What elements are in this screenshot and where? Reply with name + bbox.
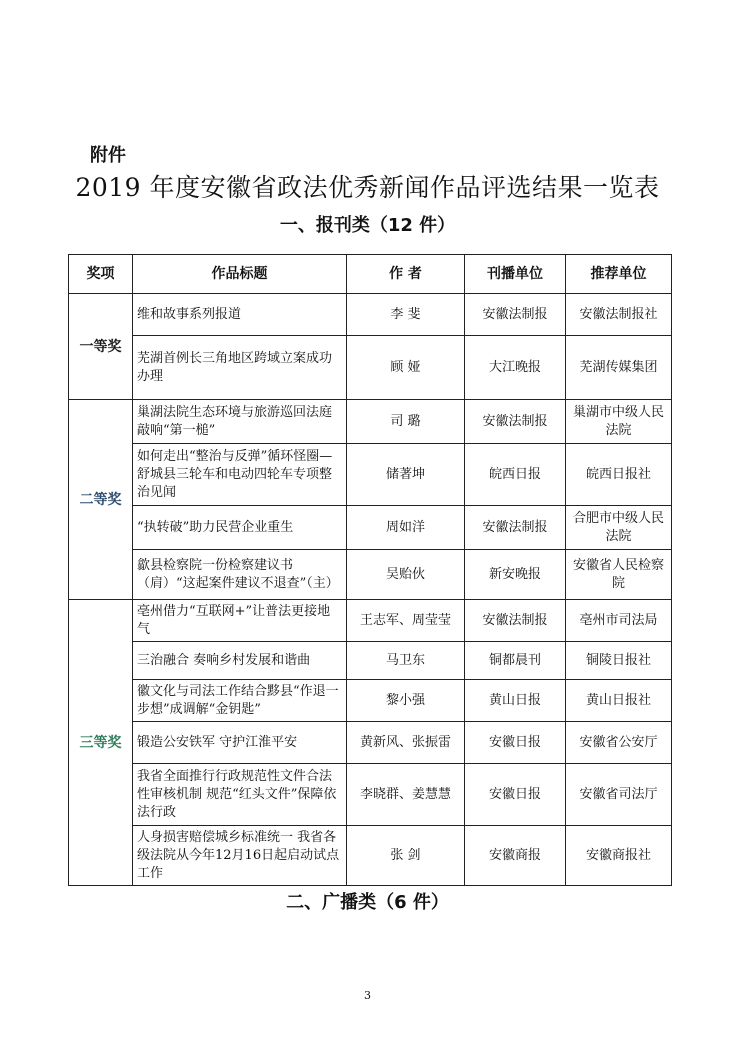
recommender: 安徽省司法厅: [566, 764, 672, 826]
recommender: 安徽省公安厅: [566, 722, 672, 764]
table-row: [69, 294, 672, 336]
recommender: 黄山日报社: [566, 680, 672, 722]
author: 王志军、周莹莹: [347, 600, 465, 642]
header-publisher: 刊播单位: [465, 255, 566, 294]
publisher: 铜都晨刊: [465, 642, 566, 680]
publisher: 安徽日报: [465, 722, 566, 764]
attachment-label: 附件: [90, 145, 126, 166]
work-title: “执转破”助力民营企业重生: [133, 506, 347, 550]
award-third: 三等奖: [69, 600, 133, 886]
publisher: 安徽法制报: [465, 506, 566, 550]
work-title: 人身损害赔偿城乡标准统一 我省各级法院从今年12月16日起启动试点工作: [133, 826, 347, 886]
table-row: [69, 336, 672, 400]
work-title: 芜湖首例长三角地区跨域立案成功办理: [133, 336, 347, 400]
table-row: [69, 400, 672, 444]
recommender: 皖西日报社: [566, 444, 672, 506]
table-row: [69, 444, 672, 506]
table-row: [69, 764, 672, 826]
author: 顾 娅: [347, 336, 465, 400]
work-title: 亳州借力“互联网+”让普法更接地气: [133, 600, 347, 642]
recommender: 芜湖传媒集团: [566, 336, 672, 400]
author: 李晓群、姜慧慧: [347, 764, 465, 826]
recommender: 合肥市中级人民法院: [566, 506, 672, 550]
work-title: 三治融合 奏响乡村发展和谐曲: [133, 642, 347, 680]
author: 黄新风、张振雷: [347, 722, 465, 764]
award-first: 一等奖: [69, 294, 133, 400]
table-row: [69, 826, 672, 886]
recommender: 安徽省人民检察院: [566, 550, 672, 600]
document-title: 2019 年度安徽省政法优秀新闻作品评选结果一览表: [75, 173, 660, 202]
recommender: 安徽商报社: [566, 826, 672, 886]
work-title: 锻造公安铁军 守护江淮平安: [133, 722, 347, 764]
work-title: 维和故事系列报道: [133, 294, 347, 336]
publisher: 黄山日报: [465, 680, 566, 722]
table-header-row: [69, 255, 672, 294]
header-award: 奖项: [69, 255, 133, 294]
work-title: 巢湖法院生态环境与旅游巡回法庭敲响“第一槌”: [133, 400, 347, 444]
section-heading-broadcast: 二、广播类（6 件）: [286, 892, 449, 913]
table-row: [69, 722, 672, 764]
publisher: 新安晚报: [465, 550, 566, 600]
work-title: 我省全面推行行政规范性文件合法性审核机制 规范“红头文件”保障依法行政: [133, 764, 347, 826]
table-row: [69, 550, 672, 600]
header-title: 作品标题: [133, 255, 347, 294]
work-title: 如何走出“整治与反弹”循环怪圈—舒城县三轮车和电动四轮车专项整治见闻: [133, 444, 347, 506]
recommender: 铜陵日报社: [566, 642, 672, 680]
publisher: 安徽商报: [465, 826, 566, 886]
author: 李 斐: [347, 294, 465, 336]
publisher: 安徽日报: [465, 764, 566, 826]
publisher: 皖西日报: [465, 444, 566, 506]
recommender: 亳州市司法局: [566, 600, 672, 642]
author: 马卫东: [347, 642, 465, 680]
author: 储著坤: [347, 444, 465, 506]
publisher: 大江晚报: [465, 336, 566, 400]
publisher: 安徽法制报: [465, 400, 566, 444]
author: 司 璐: [347, 400, 465, 444]
author: 黎小强: [347, 680, 465, 722]
table-row: [69, 680, 672, 722]
table-row: [69, 600, 672, 642]
work-title: 歙县检察院一份检察建议书（肩）“这起案件建议不退查”（主）: [133, 550, 347, 600]
award-second: 二等奖: [69, 400, 133, 600]
section-heading-newspapers: 一、报刊类（12 件）: [279, 215, 456, 236]
publisher: 安徽法制报: [465, 600, 566, 642]
work-title: 徽文化与司法工作结合黟县“作退一步想”成调解“金钥匙”: [133, 680, 347, 722]
publisher: 安徽法制报: [465, 294, 566, 336]
results-table: [68, 254, 672, 886]
author: 吴贻伙: [347, 550, 465, 600]
page-number: 3: [364, 989, 371, 1002]
table-row: [69, 506, 672, 550]
author: 周如洋: [347, 506, 465, 550]
header-recommender: 推荐单位: [566, 255, 672, 294]
header-author: 作 者: [347, 255, 465, 294]
recommender: 巢湖市中级人民法院: [566, 400, 672, 444]
table-row: [69, 642, 672, 680]
recommender: 安徽法制报社: [566, 294, 672, 336]
author: 张 剑: [347, 826, 465, 886]
